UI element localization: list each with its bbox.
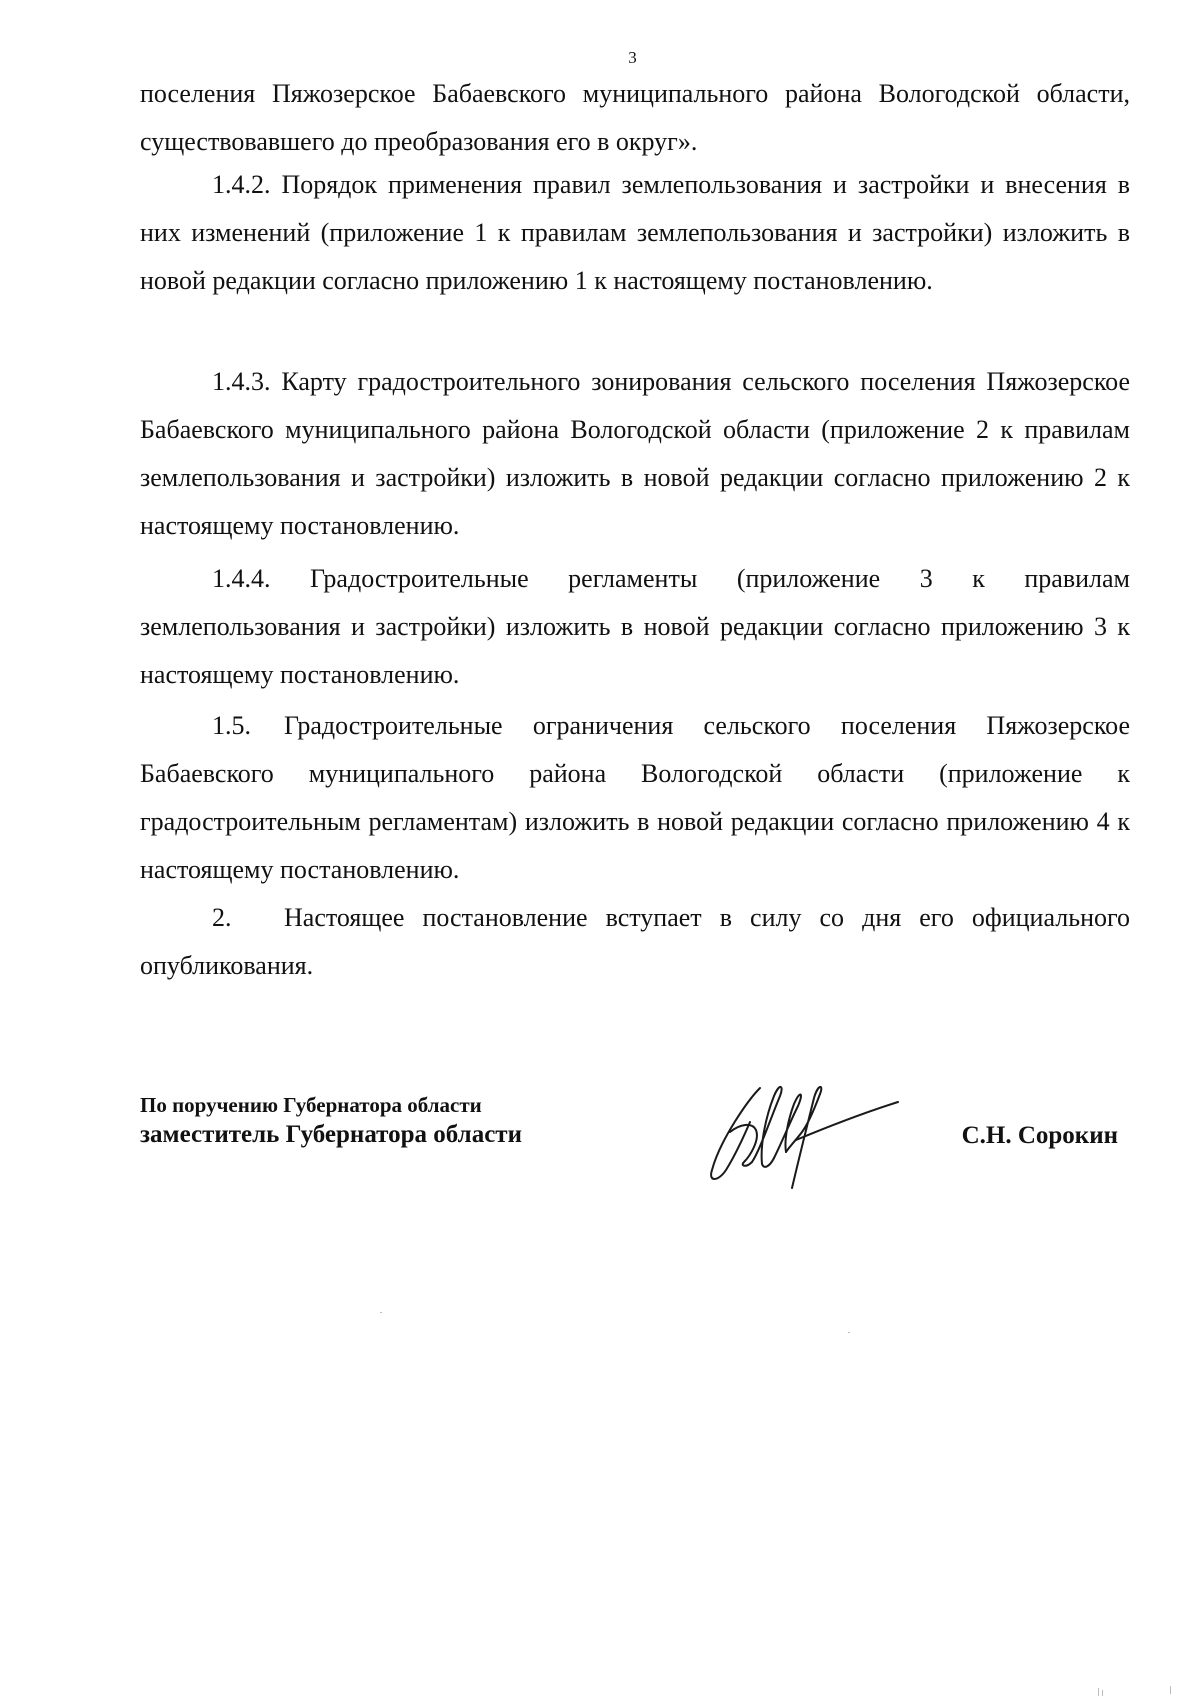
scan-speck: [380, 1312, 382, 1313]
paragraph-number: 2.: [212, 903, 232, 932]
signatory-authority-line: По поручению Губернатора области: [140, 1093, 482, 1117]
scan-speck: [1102, 1690, 1103, 1696]
paragraph-1-4-3: 1.4.3. Карту градостроительного зонирования сельского поселения Пяжозерское Бабаевского муниципального района Вологодской области (приложение 2 к правилам землепользования и застройки) изложить в новой редакции согласно приложению 2 к настоящему постановлению.: [140, 367, 1130, 540]
paragraph-continuation: поселения Пяжозерское Бабаевского муниципального района Вологодской области, существовавшего до преобразования его в округ».: [140, 79, 1130, 156]
paragraph-2: [140, 894, 1130, 990]
paragraph-1-4-2: 1.4.2. Порядок применения правил землепользования и застройки и внесения в них изменений (приложение 1 к правилам землепользования и застройки) изложить в новой редакции согласно приложению 1 к настоящему постановлению.: [140, 170, 1130, 295]
paragraph-text: Настоящее постановление вступает в силу со дня его официального опубликования.: [140, 903, 1130, 980]
scan-speck: [1170, 1686, 1171, 1694]
signatory-position-line: заместитель Губернатора области: [140, 1121, 522, 1148]
paragraph-text: Градостроительные ограничения сельского поселения Пяжозерское Бабаевского муниципального района Вологодской области (приложение к градостроительным регламентам) изложить в новой редакции согласно приложению 4 к настоящему постановлению.: [140, 711, 1130, 884]
signature-block: [140, 1092, 522, 1152]
paragraph-1-5: [140, 702, 1130, 894]
paragraph-1-4-4: 1.4.4. Градостроительные регламенты (приложение 3 к правилам землепользования и застройки) изложить в новой редакции согласно приложению 3 к настоящему постановлению.: [140, 564, 1130, 689]
paragraph-number: 1.5.: [212, 711, 251, 740]
scan-speck: [1098, 1688, 1099, 1696]
scan-speck: [848, 1332, 850, 1333]
handwritten-signature: [700, 1070, 910, 1190]
signer-name: С.Н. Сорокин: [961, 1122, 1118, 1149]
page-number: 3: [628, 48, 637, 67]
